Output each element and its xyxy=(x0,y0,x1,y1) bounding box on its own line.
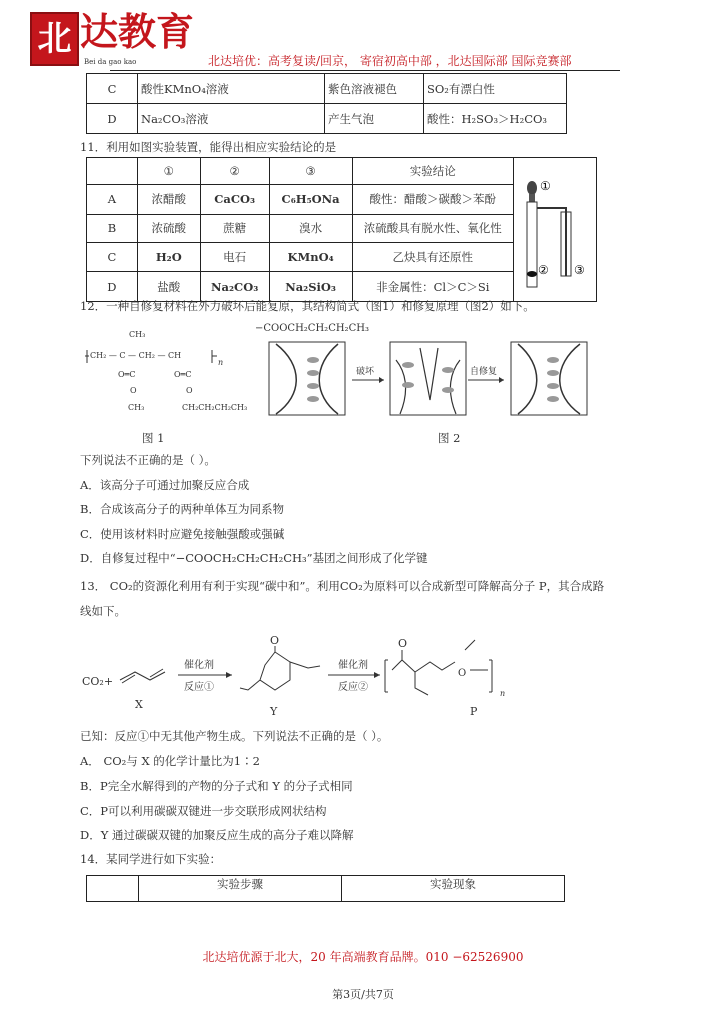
cell: 电石 xyxy=(200,243,269,272)
cell: CaCO₃ xyxy=(200,184,269,214)
q11-stem: 11．利用如图实验装置，能得出相应实验结论的是 xyxy=(80,140,337,154)
cell: C xyxy=(87,243,138,272)
scheme-x: X xyxy=(135,698,143,711)
cell: 盐酸 xyxy=(137,272,200,302)
cell: 酸性：H₂SO₃＞H₂CO₃ xyxy=(424,104,567,134)
q12-option-c: C．使用该材料时应避免接触强酸或强碱 xyxy=(80,527,285,541)
cell: 非金属性：Cl＞C＞Si xyxy=(352,272,513,302)
header-divider xyxy=(110,70,620,71)
cell: D xyxy=(87,104,138,134)
cell: 浓醋酸 xyxy=(137,184,200,214)
q13-option-a: A． CO₂与 X 的化学计量比为1∶2 xyxy=(80,754,260,768)
q14-stem: 14．某同学进行如下实验： xyxy=(80,852,222,866)
fig1-n: n xyxy=(218,358,224,367)
table-header-row xyxy=(87,876,565,902)
apparatus-label-3: ③ xyxy=(574,263,585,277)
q13-stem-cont: 线如下。 xyxy=(80,604,126,618)
cell: 实验结论 xyxy=(352,158,513,185)
scheme-reaction-1: 反应① xyxy=(184,682,214,693)
cell: SO₂有漂白性 xyxy=(424,74,567,104)
cell: D xyxy=(87,272,138,302)
table-row xyxy=(87,74,567,104)
q13-option-b: B．P完全水解得到的产物的分子式和 Y 的分子式相同 xyxy=(80,779,353,793)
scheme-catalyst-1: 催化剂 xyxy=(184,660,214,671)
apparatus-label-1: ① xyxy=(540,179,551,193)
q12-stem: 12．一种自修复材料在外力破坏后能复原，其结构简式（图1）和修复原理（图2）如下。 xyxy=(80,299,535,313)
logo xyxy=(30,12,79,66)
cell xyxy=(87,876,139,902)
cell: ③ xyxy=(269,158,352,185)
cell: 产生气泡 xyxy=(325,104,424,134)
header-slogan: 北达培优：高考复读/回京， 寄宿初高中部 ，北达国际部 国际竞赛部 xyxy=(208,54,572,68)
q10-table xyxy=(86,73,567,134)
fig1-caption: 图 1 xyxy=(142,431,165,445)
q13-stem: 13． CO₂的资源化利用有利于实现“碳中和”。利用CO₂为原料可以合成新型可降解高分子 P，其合成路 xyxy=(80,579,605,593)
figure-1-structure xyxy=(84,325,259,420)
scheme-catalyst-2: 催化剂 xyxy=(338,660,368,671)
cell: 酸性KMnO₄溶液 xyxy=(138,74,325,104)
fig1-co1: O═C xyxy=(118,370,136,379)
fig1-ch3-bottom: CH₃ xyxy=(128,403,145,412)
table-row xyxy=(87,104,567,134)
cell: ② xyxy=(200,158,269,185)
cell: H₂O xyxy=(137,243,200,272)
cell: C₆H₅ONa xyxy=(269,184,352,214)
cell: C xyxy=(87,74,138,104)
fig2-caption: 图 2 xyxy=(438,431,461,445)
scheme-n: n xyxy=(500,689,506,698)
fig1-ch3: CH₃ xyxy=(129,330,146,339)
scheme-p-ether-o: O xyxy=(458,668,467,679)
fig1-o2: O xyxy=(186,386,193,395)
apparatus-cell xyxy=(514,158,597,302)
scheme-p-o: O xyxy=(398,637,408,650)
page-number: 第3页/共7页 xyxy=(332,988,394,1001)
table-header-row xyxy=(87,158,597,185)
cell: Na₂CO₃ xyxy=(200,272,269,302)
q11-table xyxy=(86,157,597,302)
fig2-group-label: −COOCH₂CH₂CH₂CH₃ xyxy=(255,323,369,334)
logo-text: 达教育 xyxy=(80,9,195,54)
cell: 乙炔具有还原性 xyxy=(352,243,513,272)
fig1-butyl: CH₂CH₂CH₂CH₃ xyxy=(182,403,248,412)
cell: 浓硫酸 xyxy=(137,214,200,243)
scheme-y-o: O xyxy=(270,634,280,647)
cell: 浓硫酸具有脱水性、氧化性 xyxy=(352,214,513,243)
q12-option-a: A．该高分子可通过加聚反应合成 xyxy=(80,478,250,492)
cell: ① xyxy=(137,158,200,185)
q12-option-d: D．自修复过程中“−COOCH₂CH₂CH₂CH₃”基团之间形成了化学键 xyxy=(80,551,428,565)
fig1-chain: CH₂ — C — CH₂ — CH xyxy=(90,351,182,360)
logo-char: 北 xyxy=(37,19,72,59)
cell: Na₂SiO₃ xyxy=(269,272,352,302)
cell: 紫色溶液褪色 xyxy=(325,74,424,104)
cell: 溴水 xyxy=(269,214,352,243)
fig1-co2: O═C xyxy=(174,370,192,379)
scheme-co2: CO₂+ xyxy=(82,675,114,688)
footer-ad: 北达培优源于北大，20 年高端教育品牌。010 −62526900 xyxy=(202,950,524,964)
q13-option-c: C．P可以利用碳碳双键进一步交联形成网状结构 xyxy=(80,804,327,818)
apparatus-label-2: ② xyxy=(538,263,549,277)
q12-question: 下列说法不正确的是（ ）。 xyxy=(80,453,216,467)
arrow-label-self-repair: 自修复 xyxy=(470,367,498,377)
q13-reaction-scheme xyxy=(80,630,520,720)
cell: 蔗糖 xyxy=(200,214,269,243)
logo-subtitle: Bei da gao kao xyxy=(84,58,137,66)
figure-2-repair-diagram xyxy=(268,340,588,418)
q12-option-b: B．合成该高分子的两种单体互为同系物 xyxy=(80,502,284,516)
cell: 实验现象 xyxy=(342,876,565,902)
q13-question: 已知：反应①中无其他产物生成。下列说法不正确的是（ ）。 xyxy=(80,729,389,743)
cell xyxy=(87,158,138,185)
scheme-y: Y xyxy=(270,705,278,718)
q14-table xyxy=(86,875,565,902)
cell: 实验步骤 xyxy=(139,876,342,902)
cell: A xyxy=(87,184,138,214)
fig1-o1: O xyxy=(130,386,137,395)
scheme-p: P xyxy=(470,705,478,718)
cell: KMnO₄ xyxy=(269,243,352,272)
cell: B xyxy=(87,214,138,243)
q13-option-d: D．Y 通过碳碳双键的加聚反应生成的高分子难以降解 xyxy=(80,828,354,842)
cell: Na₂CO₃溶液 xyxy=(138,104,325,134)
cell: 酸性：醋酸＞碳酸＞苯酚 xyxy=(352,184,513,214)
apparatus-diagram xyxy=(514,158,596,298)
scheme-reaction-2: 反应② xyxy=(338,682,368,693)
arrow-label-break: 破坏 xyxy=(356,367,375,377)
